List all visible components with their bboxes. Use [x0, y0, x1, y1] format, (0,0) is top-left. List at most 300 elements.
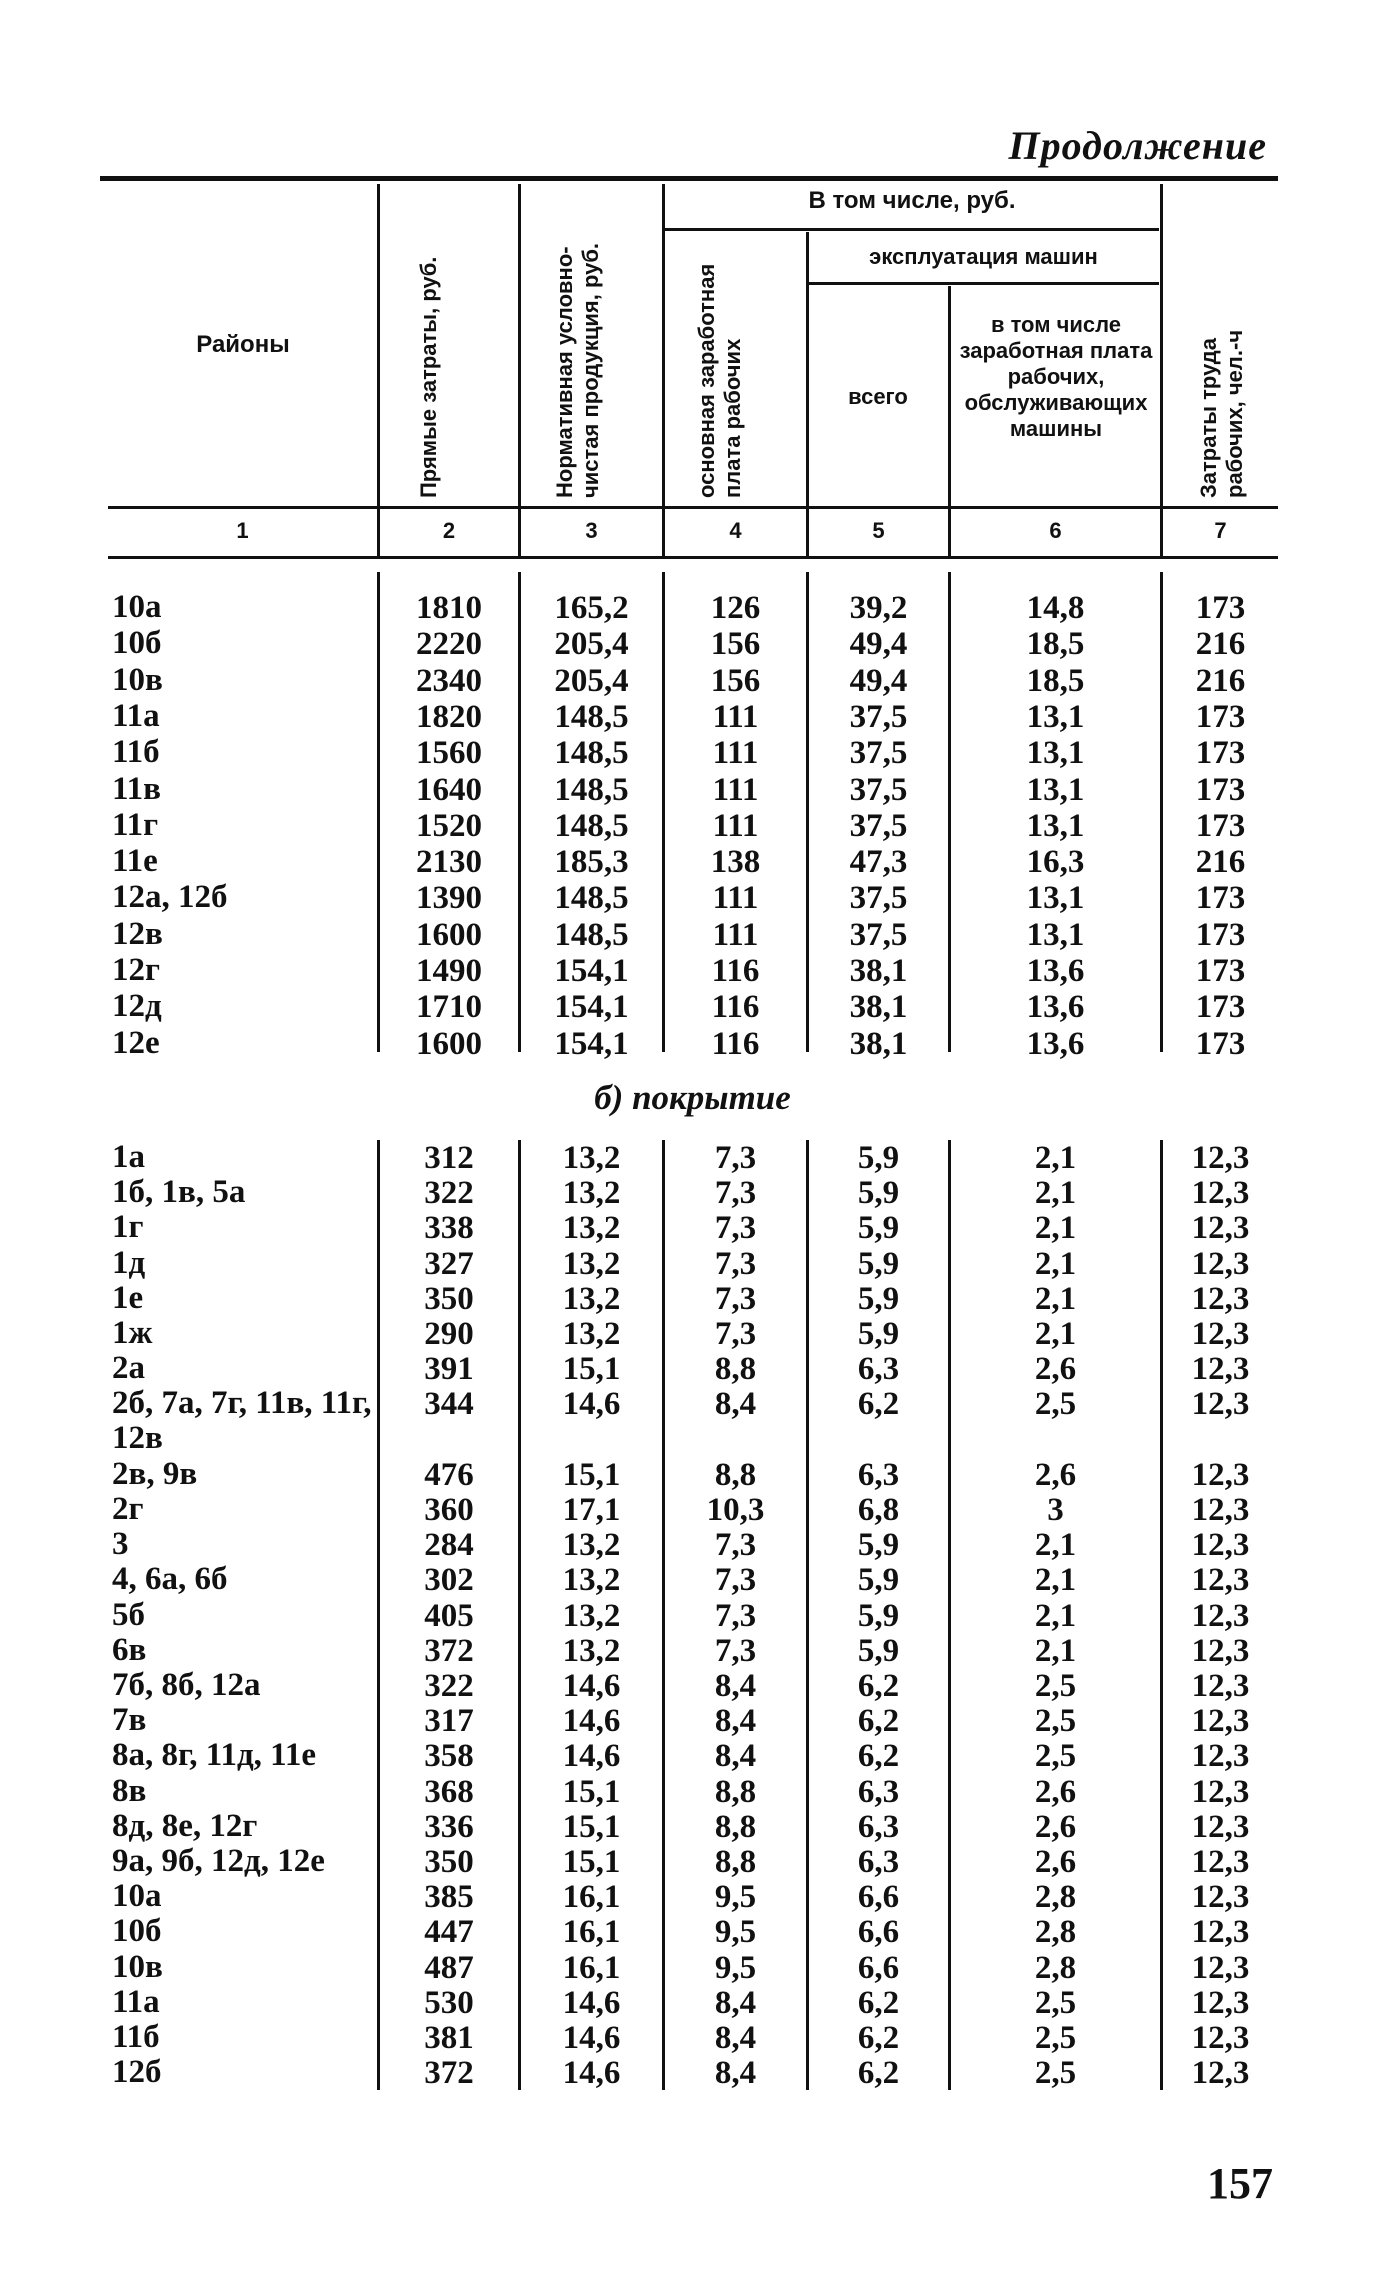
value-cell-7: 12,3: [1191, 1280, 1250, 1317]
value-cell-5: 47,3: [849, 844, 908, 881]
region-cell: 10б: [112, 1913, 162, 1950]
value-cell-3: 14,6: [562, 1984, 621, 2021]
value-cell-2: 1520: [416, 807, 482, 844]
header-including: В том числе, руб.: [808, 187, 1016, 214]
including-rule: [665, 228, 1159, 231]
value-cell-2: 476: [424, 1456, 474, 1493]
value-cell-3: 154,1: [554, 989, 629, 1026]
value-cell-4: 9,5: [714, 1879, 757, 1916]
value-cell-3: 13,2: [562, 1280, 621, 1317]
value-cell-7: 173: [1195, 771, 1246, 808]
value-cell-6: 13,1: [1026, 807, 1085, 844]
value-cell-6: 18,5: [1026, 626, 1085, 663]
table-row: [0, 772, 1385, 808]
table-row: [0, 1140, 1385, 1176]
value-cell-2: 1390: [416, 880, 482, 917]
value-cell-5: 5,9: [857, 1597, 900, 1634]
value-cell-4: 116: [711, 989, 760, 1026]
value-cell-7: 12,3: [1191, 1808, 1250, 1845]
value-cell-4: 7,3: [714, 1280, 757, 1317]
value-cell-3: 16,1: [562, 1879, 621, 1916]
value-cell-6: 2,6: [1034, 1808, 1077, 1845]
region-cell: 11г: [112, 806, 159, 843]
value-cell-7: 12,3: [1191, 1984, 1250, 2021]
value-cell-2: 336: [424, 1808, 474, 1845]
value-cell-5: 5,9: [857, 1280, 900, 1317]
value-cell-7: 12,3: [1191, 2055, 1250, 2092]
region-cell: 1ж: [112, 1315, 153, 1351]
value-cell-5: 6,6: [857, 1914, 900, 1951]
header-bottom-rule: [108, 506, 1278, 509]
table-row: [0, 1633, 1385, 1669]
value-cell-5: 5,9: [857, 1140, 900, 1176]
table-row: [0, 626, 1385, 662]
value-cell-7: 173: [1195, 880, 1246, 917]
value-cell-6: 3: [1047, 1492, 1064, 1528]
value-cell-7: 12,3: [1191, 1738, 1250, 1775]
table-row: [0, 1210, 1385, 1246]
value-cell-6: 2,1: [1034, 1210, 1077, 1247]
value-cell-2: 391: [424, 1351, 474, 1388]
table-row: [0, 663, 1385, 699]
table-row: [0, 1985, 1385, 2021]
value-cell-3: 16,1: [562, 1914, 621, 1951]
value-cell-7: 12,3: [1191, 1879, 1250, 1916]
section-b-title: б) покрытие: [594, 1078, 791, 1117]
value-cell-5: 37,5: [849, 916, 908, 953]
value-cell-6: 2,5: [1034, 2055, 1077, 2092]
header-divider-5: [948, 286, 951, 556]
value-cell-7: 216: [1195, 626, 1246, 663]
value-cell-7: 12,3: [1191, 1632, 1250, 1669]
value-cell-7: 12,3: [1191, 1386, 1250, 1423]
value-cell-7: 12,3: [1191, 1245, 1250, 1282]
value-cell-3: 15,1: [562, 1456, 621, 1493]
region-cell: 8в: [112, 1772, 147, 1809]
table-row: [0, 1668, 1385, 1704]
region-cell: 10а: [112, 1878, 162, 1915]
header-regions: Районы: [196, 331, 290, 358]
table-row: [0, 1914, 1385, 1950]
top-rule: [100, 176, 1278, 181]
region-cell: 8д, 8е, 12г: [112, 1807, 258, 1844]
value-cell-6: 2,1: [1034, 1280, 1077, 1317]
value-cell-3: 14,6: [562, 1738, 621, 1775]
value-cell-2: 1600: [416, 1025, 482, 1062]
value-cell-7: 12,3: [1191, 1492, 1250, 1528]
value-cell-6: 13,1: [1026, 698, 1085, 735]
header-base-wage: основная заработная плата рабочих: [694, 263, 745, 498]
value-cell-4: 7,3: [714, 1527, 757, 1564]
value-cell-4: 138: [710, 844, 761, 881]
value-cell-4: 8,8: [714, 1456, 757, 1493]
value-cell-7: 12,3: [1191, 1140, 1250, 1176]
value-cell-6: 13,6: [1026, 953, 1085, 989]
value-cell-4: 156: [710, 626, 761, 663]
value-cell-5: 6,2: [857, 1984, 900, 2021]
value-cell-2: 1710: [416, 989, 482, 1026]
value-cell-3: 13,2: [562, 1316, 621, 1352]
value-cell-3: 13,2: [562, 1527, 621, 1564]
value-cell-7: 12,3: [1191, 1597, 1250, 1634]
value-cell-2: 368: [424, 1773, 474, 1810]
region-cell: 10в: [112, 661, 163, 698]
region-cell: 6в: [112, 1631, 147, 1668]
value-cell-3: 154,1: [554, 953, 629, 989]
region-cell: 1д: [112, 1244, 146, 1281]
value-cell-3: 205,4: [554, 626, 629, 663]
value-cell-3: 15,1: [562, 1773, 621, 1810]
value-cell-4: 111: [712, 698, 759, 735]
table-row: [0, 1598, 1385, 1634]
value-cell-6: 2,1: [1034, 1245, 1077, 1282]
region-cell: 1а: [112, 1139, 145, 1175]
value-cell-4: 8,8: [714, 1844, 757, 1880]
value-cell-4: 8,4: [714, 1984, 757, 2021]
value-cell-5: 37,5: [849, 771, 908, 808]
value-cell-2: 1820: [416, 698, 482, 735]
value-cell-5: 6,6: [857, 1879, 900, 1916]
value-cell-4: 8,4: [714, 1738, 757, 1775]
region-cell: 4, 6а, 6б: [112, 1561, 228, 1598]
value-cell-5: 5,9: [857, 1527, 900, 1564]
value-cell-5: 6,2: [857, 1703, 900, 1740]
value-cell-3: 13,2: [562, 1140, 621, 1176]
table-row: [0, 1246, 1385, 1282]
value-cell-5: 5,9: [857, 1245, 900, 1282]
value-cell-2: 360: [424, 1492, 474, 1528]
value-cell-4: 9,5: [714, 1949, 757, 1986]
value-cell-5: 6,3: [857, 1808, 900, 1845]
value-cell-5: 6,3: [857, 1773, 900, 1810]
value-cell-5: 6,2: [857, 1668, 900, 1704]
value-cell-6: 2,1: [1034, 1527, 1077, 1564]
value-cell-6: 2,5: [1034, 1984, 1077, 2021]
value-cell-5: 5,9: [857, 1562, 900, 1599]
table-row: [0, 1457, 1385, 1493]
value-cell-5: 37,5: [849, 807, 908, 844]
header-divider-6: [1160, 184, 1163, 556]
value-cell-4: 8,4: [714, 1703, 757, 1740]
value-cell-3: 148,5: [554, 916, 629, 953]
value-cell-5: 38,1: [849, 989, 908, 1026]
region-cell: 12б: [112, 2054, 162, 2091]
value-cell-5: 38,1: [849, 1025, 908, 1062]
value-cell-3: 16,1: [562, 1949, 621, 1986]
colnum-6: 6: [1049, 518, 1062, 543]
table-row: [0, 2055, 1385, 2091]
value-cell-6: 2,5: [1034, 1703, 1077, 1740]
value-cell-4: 126: [710, 590, 761, 626]
region-cell: 11а: [112, 697, 160, 734]
value-cell-6: 13,1: [1026, 771, 1085, 808]
value-cell-7: 173: [1195, 735, 1246, 772]
value-cell-4: 111: [712, 807, 759, 844]
region-cell: 1б, 1в, 5а: [112, 1174, 246, 1211]
value-cell-2: 350: [424, 1280, 474, 1317]
table-row: [0, 1316, 1385, 1352]
table-row: [0, 1351, 1385, 1387]
value-cell-4: 8,8: [714, 1351, 757, 1388]
value-cell-7: 173: [1195, 953, 1246, 989]
value-cell-2: 350: [424, 1844, 474, 1880]
value-cell-7: 216: [1195, 844, 1246, 881]
value-cell-2: 290: [424, 1316, 474, 1352]
value-cell-3: 13,2: [562, 1562, 621, 1599]
value-cell-6: 2,6: [1034, 1351, 1077, 1388]
value-cell-2: 317: [424, 1703, 474, 1740]
value-cell-7: 12,3: [1191, 1210, 1250, 1247]
value-cell-4: 7,3: [714, 1562, 757, 1599]
value-cell-5: 49,4: [849, 662, 908, 699]
value-cell-4: 111: [712, 771, 759, 808]
region-cell: 11б: [112, 734, 160, 771]
header-machine-operation: эксплуатация машин: [869, 244, 1098, 269]
value-cell-4: 111: [712, 735, 759, 772]
value-cell-7: 12,3: [1191, 1175, 1250, 1212]
value-cell-7: 173: [1195, 989, 1246, 1026]
region-cell: 8а, 8г, 11д, 11е: [112, 1737, 316, 1774]
header-total: всего: [848, 384, 908, 409]
value-cell-3: 15,1: [562, 1351, 621, 1388]
value-cell-5: 5,9: [857, 1175, 900, 1212]
value-cell-7: 12,3: [1191, 1351, 1250, 1388]
table-row: [0, 1281, 1385, 1317]
region-cell: 11е: [112, 843, 158, 880]
value-cell-6: 2,1: [1034, 1316, 1077, 1352]
table-row: [0, 1879, 1385, 1915]
value-cell-3: 13,2: [562, 1597, 621, 1634]
colnum-7: 7: [1214, 518, 1227, 543]
colnum-bottom-rule: [108, 556, 1278, 559]
value-cell-7: 12,3: [1191, 1527, 1250, 1564]
value-cell-4: 7,3: [714, 1316, 757, 1352]
value-cell-6: 2,1: [1034, 1562, 1077, 1599]
region-cell: 12д: [112, 988, 162, 1025]
region-cell: 7в: [112, 1702, 147, 1739]
value-cell-4: 111: [712, 916, 759, 953]
region-cell: 12в: [112, 915, 163, 952]
value-cell-4: 7,3: [714, 1210, 757, 1247]
value-cell-2: 358: [424, 1738, 474, 1775]
value-cell-3: 154,1: [554, 1025, 629, 1062]
table-row: [0, 1492, 1385, 1528]
value-cell-7: 12,3: [1191, 1456, 1250, 1493]
table-row: [0, 989, 1385, 1025]
value-cell-4: 8,4: [714, 1386, 757, 1423]
region-cell: 2а: [112, 1350, 145, 1387]
header-divider-3: [662, 184, 665, 556]
value-cell-5: 6,2: [857, 2055, 900, 2092]
value-cell-4: 8,4: [714, 2020, 757, 2056]
value-cell-6: 16,3: [1026, 844, 1085, 881]
value-cell-3: 148,5: [554, 880, 629, 917]
value-cell-7: 216: [1195, 662, 1246, 699]
value-cell-3: 15,1: [562, 1808, 621, 1845]
value-cell-5: 37,5: [849, 735, 908, 772]
table-row: [0, 590, 1385, 626]
header-direct-costs: Прямые затраты, руб.: [416, 256, 441, 498]
value-cell-2: 1810: [416, 590, 482, 626]
table-row: [0, 735, 1385, 771]
value-cell-6: 13,1: [1026, 916, 1085, 953]
value-cell-2: 1640: [416, 771, 482, 808]
value-cell-6: 2,8: [1034, 1914, 1077, 1951]
value-cell-6: 2,8: [1034, 1879, 1077, 1916]
region-cell: 5б: [112, 1596, 145, 1633]
value-cell-5: 6,3: [857, 1844, 900, 1880]
value-cell-6: 2,6: [1034, 1773, 1077, 1810]
value-cell-4: 8,4: [714, 1668, 757, 1704]
region-cell: 3: [112, 1526, 129, 1563]
region-cell: 10б: [112, 625, 162, 662]
table-row: [0, 844, 1385, 880]
table-row: [0, 1026, 1385, 1062]
value-cell-6: 2,6: [1034, 1844, 1077, 1880]
region-cell: 10в: [112, 1948, 163, 1985]
header-divider-2: [518, 184, 521, 556]
table-row: [0, 808, 1385, 844]
value-cell-4: 116: [711, 953, 760, 989]
region-cell: 9а, 9б, 12д, 12е: [112, 1843, 325, 1879]
value-cell-5: 6,8: [857, 1492, 900, 1528]
value-cell-3: 13,2: [562, 1175, 621, 1212]
value-cell-4: 9,5: [714, 1914, 757, 1951]
value-cell-7: 12,3: [1191, 1773, 1250, 1810]
table-row: [0, 1562, 1385, 1598]
value-cell-6: 14,8: [1026, 590, 1085, 626]
value-cell-3: 148,5: [554, 735, 629, 772]
value-cell-5: 6,3: [857, 1351, 900, 1388]
header-divider-1: [377, 184, 380, 556]
value-cell-2: 322: [424, 1668, 474, 1704]
value-cell-2: 385: [424, 1879, 474, 1916]
value-cell-3: 15,1: [562, 1844, 621, 1880]
region-cell: 10а: [112, 589, 162, 625]
value-cell-7: 173: [1195, 590, 1246, 626]
value-cell-4: 7,3: [714, 1245, 757, 1282]
region-cell: 1е: [112, 1279, 144, 1316]
value-cell-3: 14,6: [562, 1386, 621, 1423]
value-cell-2: 447: [424, 1914, 474, 1951]
value-cell-7: 173: [1195, 807, 1246, 844]
colnum-5: 5: [872, 518, 885, 543]
table-row: [0, 917, 1385, 953]
value-cell-5: 5,9: [857, 1632, 900, 1669]
value-cell-3: 14,6: [562, 2020, 621, 2056]
value-cell-5: 6,2: [857, 1738, 900, 1775]
colnum-3: 3: [585, 518, 598, 543]
value-cell-5: 39,2: [849, 590, 908, 626]
value-cell-4: 116: [711, 1025, 760, 1062]
value-cell-7: 12,3: [1191, 1914, 1250, 1951]
header-machine-wage: в том числе заработная плата рабочих, обслуживающих машины: [959, 312, 1153, 441]
table-row: [0, 2020, 1385, 2056]
colnum-1: 1: [236, 518, 249, 543]
value-cell-2: 1560: [416, 735, 482, 772]
value-cell-2: 381: [424, 2020, 474, 2056]
value-cell-4: 10,3: [706, 1492, 765, 1528]
table-row: [0, 1385, 1385, 1457]
continuation-label: Продолжение: [1008, 123, 1267, 168]
value-cell-5: 6,2: [857, 2020, 900, 2056]
table-row: [0, 699, 1385, 735]
value-cell-2: 1600: [416, 916, 482, 953]
value-cell-6: 13,1: [1026, 880, 1085, 917]
value-cell-2: 530: [424, 1984, 474, 2021]
value-cell-5: 6,6: [857, 1949, 900, 1986]
value-cell-2: 2130: [416, 844, 482, 881]
value-cell-5: 37,5: [849, 880, 908, 917]
value-cell-3: 148,5: [554, 698, 629, 735]
value-cell-2: 2220: [416, 626, 482, 663]
value-cell-5: 6,3: [857, 1456, 900, 1493]
region-cell: 12а, 12б: [112, 879, 228, 916]
table-row: [0, 880, 1385, 916]
value-cell-3: 13,2: [562, 1632, 621, 1669]
value-cell-3: 14,6: [562, 2055, 621, 2092]
value-cell-6: 2,1: [1034, 1140, 1077, 1176]
value-cell-7: 173: [1195, 698, 1246, 735]
value-cell-2: 2340: [416, 662, 482, 699]
value-cell-7: 12,3: [1191, 1316, 1250, 1352]
header-normative: Нормативная условно-чистая продукция, руб.: [552, 242, 603, 498]
value-cell-2: 487: [424, 1949, 474, 1986]
value-cell-7: 12,3: [1191, 1668, 1250, 1704]
value-cell-4: 111: [712, 880, 759, 917]
header-labor: Затраты труда рабочих, чел.-ч: [1196, 329, 1247, 498]
table-row: [0, 1774, 1385, 1810]
table-row: [0, 1844, 1385, 1880]
value-cell-4: 7,3: [714, 1597, 757, 1634]
value-cell-4: 8,8: [714, 1773, 757, 1810]
page-number: 157: [1207, 2159, 1273, 2208]
region-cell: 11б: [112, 2019, 160, 2055]
value-cell-2: 302: [424, 1562, 474, 1599]
region-cell: 7б, 8б, 12а: [112, 1667, 261, 1703]
value-cell-2: 327: [424, 1245, 474, 1282]
region-cell: 1г: [112, 1209, 144, 1246]
value-cell-6: 2,1: [1034, 1175, 1077, 1212]
value-cell-2: 1490: [416, 953, 482, 989]
value-cell-6: 2,5: [1034, 1738, 1077, 1775]
region-cell: 12е: [112, 1024, 160, 1061]
value-cell-4: 7,3: [714, 1140, 757, 1176]
table-row: [0, 1175, 1385, 1211]
value-cell-4: 156: [710, 662, 761, 699]
value-cell-7: 173: [1195, 1025, 1246, 1062]
value-cell-6: 2,5: [1034, 1386, 1077, 1423]
value-cell-6: 18,5: [1026, 662, 1085, 699]
value-cell-3: 13,2: [562, 1245, 621, 1282]
value-cell-5: 49,4: [849, 626, 908, 663]
value-cell-6: 13,1: [1026, 735, 1085, 772]
value-cell-6: 2,5: [1034, 1668, 1077, 1704]
table-row: [0, 1950, 1385, 1986]
value-cell-7: 12,3: [1191, 1949, 1250, 1986]
table-row: [0, 953, 1385, 989]
value-cell-3: 14,6: [562, 1703, 621, 1740]
colnum-4: 4: [729, 518, 742, 543]
value-cell-6: 2,8: [1034, 1949, 1077, 1986]
value-cell-4: 7,3: [714, 1175, 757, 1212]
value-cell-2: 322: [424, 1175, 474, 1212]
value-cell-6: 2,5: [1034, 2020, 1077, 2056]
table-row: [0, 1738, 1385, 1774]
value-cell-5: 37,5: [849, 698, 908, 735]
value-cell-3: 14,6: [562, 1668, 621, 1704]
value-cell-7: 12,3: [1191, 1562, 1250, 1599]
